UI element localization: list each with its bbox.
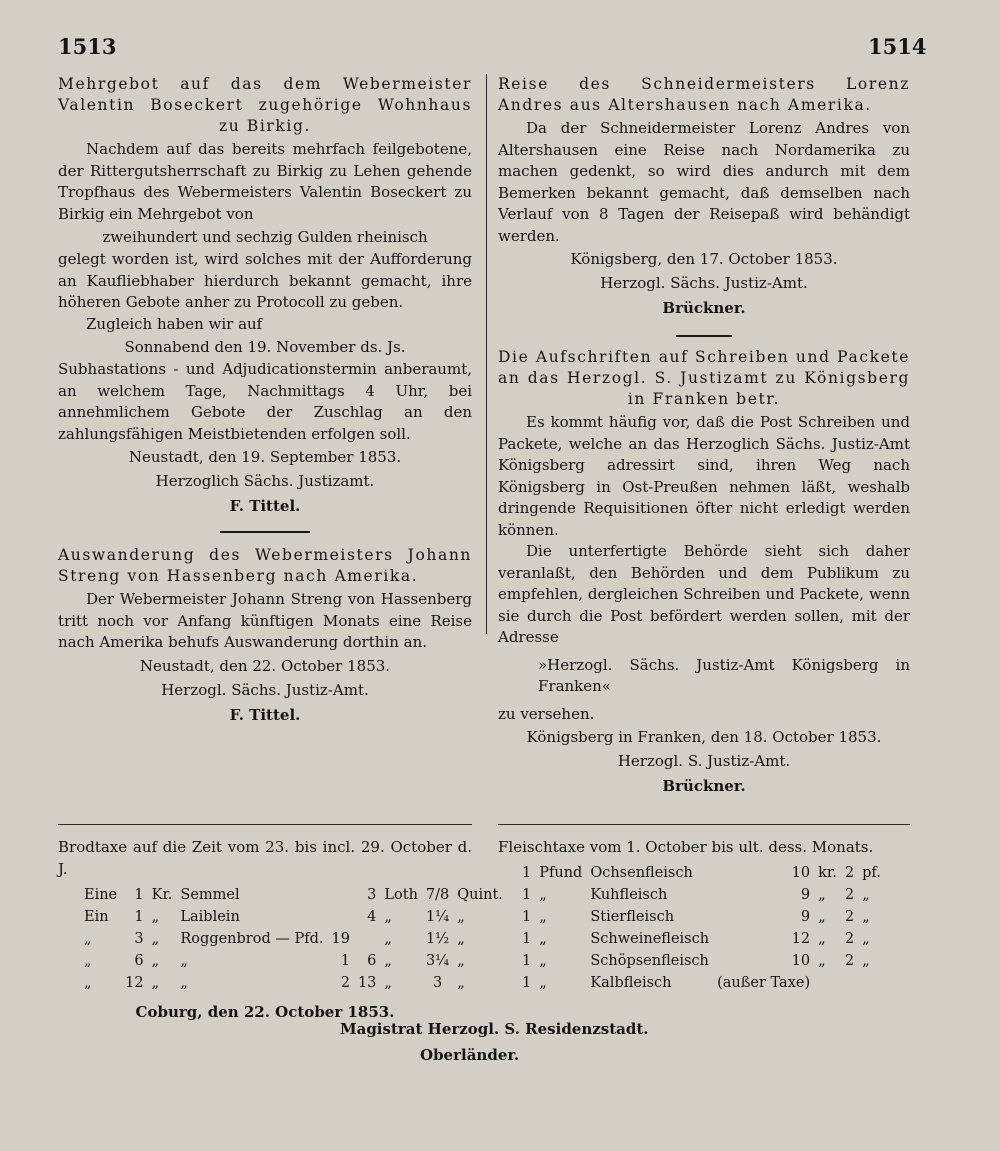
- table-cell: „: [862, 909, 870, 925]
- table-cell: 3: [134, 931, 144, 947]
- table-cell: 2: [844, 931, 855, 947]
- notice-paragraph: zu versehen.: [498, 704, 595, 723]
- table-cell: 1: [522, 931, 532, 947]
- table-cell: „: [862, 887, 870, 903]
- table-cell: Quint.: [457, 887, 503, 903]
- notice-title: Mehrgebot auf das dem Webermeister Valentin Boseckert zugehörige Wohnhaus zu Birkig.: [58, 75, 472, 135]
- footer-office: Magistrat Herzogl. S. Residenzstadt.: [340, 1020, 649, 1038]
- bread-tax-row: [80, 928, 507, 950]
- table-cell: 1½: [425, 931, 450, 947]
- table-cell: Eine: [84, 887, 118, 903]
- notice-signature: Brückner.: [662, 777, 746, 795]
- bread-tax-section: [58, 836, 503, 1024]
- notice-paragraph: Der Webermeister Johann Streng von Hassenberg tritt noch vor Anfang künftigen Monats eine Reise nach Amerika behufs Auswanderung dorthin an.: [58, 590, 472, 651]
- table-cell: 12: [791, 931, 811, 947]
- left-column: [58, 74, 472, 728]
- table-cell: „: [84, 931, 92, 947]
- table-cell: [327, 906, 353, 928]
- table-cell: „: [539, 931, 547, 947]
- notice-signature: Brückner.: [662, 299, 746, 317]
- table-cell: Laiblein: [180, 909, 240, 925]
- table-cell: „: [457, 953, 465, 969]
- meat-tax-row: [518, 906, 885, 928]
- notice-title: Die Aufschriften auf Schreiben und Packete an das Herzogl. S. Justizamt zu Königsberg in Franken betr.: [498, 348, 910, 408]
- table-cell: 9: [800, 887, 811, 903]
- notice-paragraph: gelegt worden ist, wird solches mit der Aufforderung an Kaufliebhaber hierdurch bekannt gemacht, ihre höheren Gebote anher zu Protocoll zu geben.: [58, 250, 472, 311]
- table-cell: „: [862, 953, 870, 969]
- notice-place-date: Königsberg, den 17. October 1853.: [570, 250, 838, 268]
- table-cell: 10: [791, 953, 811, 969]
- table-cell: „: [457, 909, 465, 925]
- table-cell: „: [84, 953, 92, 969]
- notice-title: Auswanderung des Webermeisters Johann Streng von Hassenberg nach Amerika.: [58, 546, 472, 585]
- table-cell: „: [539, 975, 547, 991]
- table-cell: [327, 884, 353, 906]
- table-cell: 4: [367, 909, 377, 925]
- notice-office: Herzogl. S. Justiz-Amt.: [617, 752, 791, 770]
- separator-rule: [676, 335, 732, 337]
- table-cell: Kuhfleisch: [590, 887, 668, 903]
- table-cell: Loth: [384, 887, 418, 903]
- table-cell: „: [539, 909, 547, 925]
- table-cell: Ochsenfleisch: [590, 865, 693, 881]
- table-cell: 1: [522, 975, 532, 991]
- notice-office: Herzoglich Sächs. Justizamt.: [155, 472, 375, 490]
- bread-tax-row: [80, 906, 507, 928]
- table-cell: 1: [340, 953, 350, 969]
- notice-address: »Herzogl. Sächs. Justiz-Amt Königsberg in Franken«: [538, 655, 910, 695]
- footer-signature: Oberländer.: [420, 1046, 520, 1064]
- table-cell: kr.: [818, 865, 837, 881]
- notice-paragraph: Es kommt häufig vor, daß die Post Schreiben und Packete, welche an das Herzoglich Sächs. Justiz-Amt Königsberg adressirt sind, ihren Weg nach Königsberg in Ost-Preußen nehmen läßt, weshalb dringende Requisitionen öfter nicht erledigt werden können.: [498, 413, 910, 539]
- meat-tax-row: [518, 884, 885, 906]
- notice-signature: F. Tittel.: [229, 497, 301, 515]
- horizontal-rule: [58, 824, 472, 825]
- table-cell: „: [457, 975, 465, 991]
- table-cell: 3: [367, 887, 377, 903]
- bread-tax-heading: Brodtaxe auf die Zeit vom 23. bis incl. 29. October d. J.: [58, 838, 472, 878]
- table-cell: 1: [522, 909, 532, 925]
- meat-tax-row: [518, 862, 885, 884]
- table-cell: „: [151, 931, 160, 947]
- table-cell: „: [151, 909, 160, 925]
- notice-place-date: Neustadt, den 22. October 1853.: [139, 656, 391, 675]
- table-cell: [841, 972, 858, 994]
- table-cell: Semmel: [180, 887, 240, 903]
- table-cell: „: [818, 953, 826, 969]
- page-number-right: 1514: [868, 34, 927, 59]
- table-cell: „: [180, 953, 188, 969]
- table-cell: 2: [340, 975, 350, 991]
- table-cell: [858, 972, 885, 994]
- bread-tax-row: [80, 950, 507, 972]
- table-cell: 9: [800, 909, 811, 925]
- separator-rule: [220, 531, 310, 533]
- table-cell: „: [818, 931, 826, 947]
- table-cell: 13: [357, 975, 377, 991]
- table-cell: „: [384, 931, 392, 947]
- table-cell: 10: [791, 865, 811, 881]
- table-cell: 1: [522, 887, 532, 903]
- meat-tax-table: [518, 862, 885, 994]
- table-cell: Schöpsenfleisch: [590, 953, 709, 969]
- meat-tax-row: [518, 972, 885, 994]
- table-cell: Pfund: [539, 865, 583, 881]
- table-cell: 12: [125, 975, 144, 991]
- table-cell: „: [384, 953, 392, 969]
- page-number-left: 1513: [58, 34, 117, 59]
- table-cell: „: [818, 887, 826, 903]
- notice-paragraph: Subhastations - und Adjudicationstermin anberaumt, an welchem Tage, Nachmittags 4 Uhr, bei annehmlichem Gebote der Zuschlag an den zahlungsfähigen Meistbietenden erfolgen soll.: [58, 360, 472, 443]
- notice-paragraph: Nachdem auf das bereits mehrfach feilgebotene, der Rittergutsherrschaft zu Birkig zu Lehen gehende Tropfhaus des Webermeisters Valentin Boseckert zu Birkig ein Mehrgebot von: [58, 140, 472, 223]
- table-cell: „: [151, 975, 160, 991]
- notice-auswanderung: [58, 545, 472, 728]
- table-cell: Kalbfleisch: [590, 975, 672, 991]
- horizontal-rule: [498, 824, 910, 825]
- table-cell: „: [384, 909, 392, 925]
- right-column: [498, 74, 910, 799]
- table-cell: „: [84, 975, 92, 991]
- table-cell: „: [539, 953, 547, 969]
- table-cell: 2: [844, 887, 855, 903]
- table-cell: „: [457, 931, 465, 947]
- notice-paragraph: Zugleich haben wir auf: [86, 314, 263, 333]
- table-cell: 1: [522, 953, 532, 969]
- meat-tax-heading: Fleischtaxe vom 1. October bis ult. dess. Monats.: [498, 838, 874, 856]
- table-cell: 3¼: [425, 953, 450, 969]
- bread-tax-table: [80, 884, 507, 994]
- table-cell: 3: [432, 975, 443, 991]
- table-cell: „: [818, 909, 826, 925]
- table-cell: (außer Taxe): [717, 975, 811, 991]
- meat-tax-section: [498, 836, 910, 994]
- bread-tax-row: [80, 884, 507, 906]
- table-cell: 6: [367, 953, 377, 969]
- table-cell: 1¼: [425, 909, 450, 925]
- notice-reise: [498, 74, 910, 321]
- table-cell: Stierfleisch: [590, 909, 675, 925]
- table-cell: 1: [134, 887, 144, 903]
- bread-tax-place-date: Coburg, den 22. October 1853.: [135, 1003, 395, 1021]
- table-cell: Schweinefleisch: [590, 931, 710, 947]
- table-cell: „: [384, 975, 392, 991]
- notice-office: Herzogl. Sächs. Justiz-Amt.: [600, 274, 808, 292]
- table-cell: „: [862, 931, 870, 947]
- table-cell: Kr.: [151, 887, 173, 903]
- column-divider: [486, 74, 487, 634]
- notice-signature: F. Tittel.: [229, 705, 301, 724]
- table-cell: 2: [844, 909, 855, 925]
- notice-paragraph: Da der Schneidermeister Lorenz Andres von Altershausen eine Reise nach Nordamerika zu machen gedenkt, so wird dies andurch mit dem Bemerken bekannt gemacht, daß demselben nach Verlauf von 8 Tagen der Reisepaß wird behändigt werden.: [498, 119, 910, 245]
- table-cell: 2: [844, 865, 855, 881]
- notice-date: Sonnabend den 19. November ds. Js.: [124, 338, 406, 356]
- table-cell: [354, 928, 380, 950]
- table-cell: Ein: [84, 909, 109, 925]
- bread-tax-row: [80, 972, 507, 994]
- meat-tax-row: [518, 950, 885, 972]
- table-cell: pf.: [862, 865, 881, 881]
- table-cell: Roggenbrod — Pfd.: [180, 931, 324, 947]
- table-cell: 1: [522, 865, 532, 881]
- notice-place-date: Neustadt, den 19. September 1853.: [128, 448, 402, 466]
- table-cell: „: [180, 975, 188, 991]
- meat-tax-row: [518, 928, 885, 950]
- notice-title: Reise des Schneidermeisters Lorenz Andres aus Altershausen nach Amerika.: [498, 75, 910, 114]
- notice-amount: zweihundert und sechzig Gulden rheinisch: [102, 228, 428, 246]
- notice-office: Herzogl. Sächs. Justiz-Amt.: [161, 680, 369, 699]
- table-cell: [814, 972, 841, 994]
- notice-place-date: Königsberg in Franken, den 18. October 1853.: [526, 728, 882, 746]
- table-cell: „: [151, 953, 160, 969]
- table-cell: „: [539, 887, 547, 903]
- table-cell: 19: [331, 931, 350, 947]
- table-cell: 2: [844, 953, 855, 969]
- table-cell: 1: [134, 909, 144, 925]
- notice-aufschriften: [498, 347, 910, 799]
- table-cell: 7/8: [425, 887, 450, 903]
- notice-paragraph: Die unterfertigte Behörde sieht sich daher veranlaßt, den Behörden und dem Publikum zu empfehlen, dergleichen Schreiben und Packete, wenn sie durch die Post befördert werden sollen, mit der Adresse: [498, 542, 910, 646]
- table-cell: 6: [134, 953, 144, 969]
- notice-mehrgebot: [58, 74, 472, 519]
